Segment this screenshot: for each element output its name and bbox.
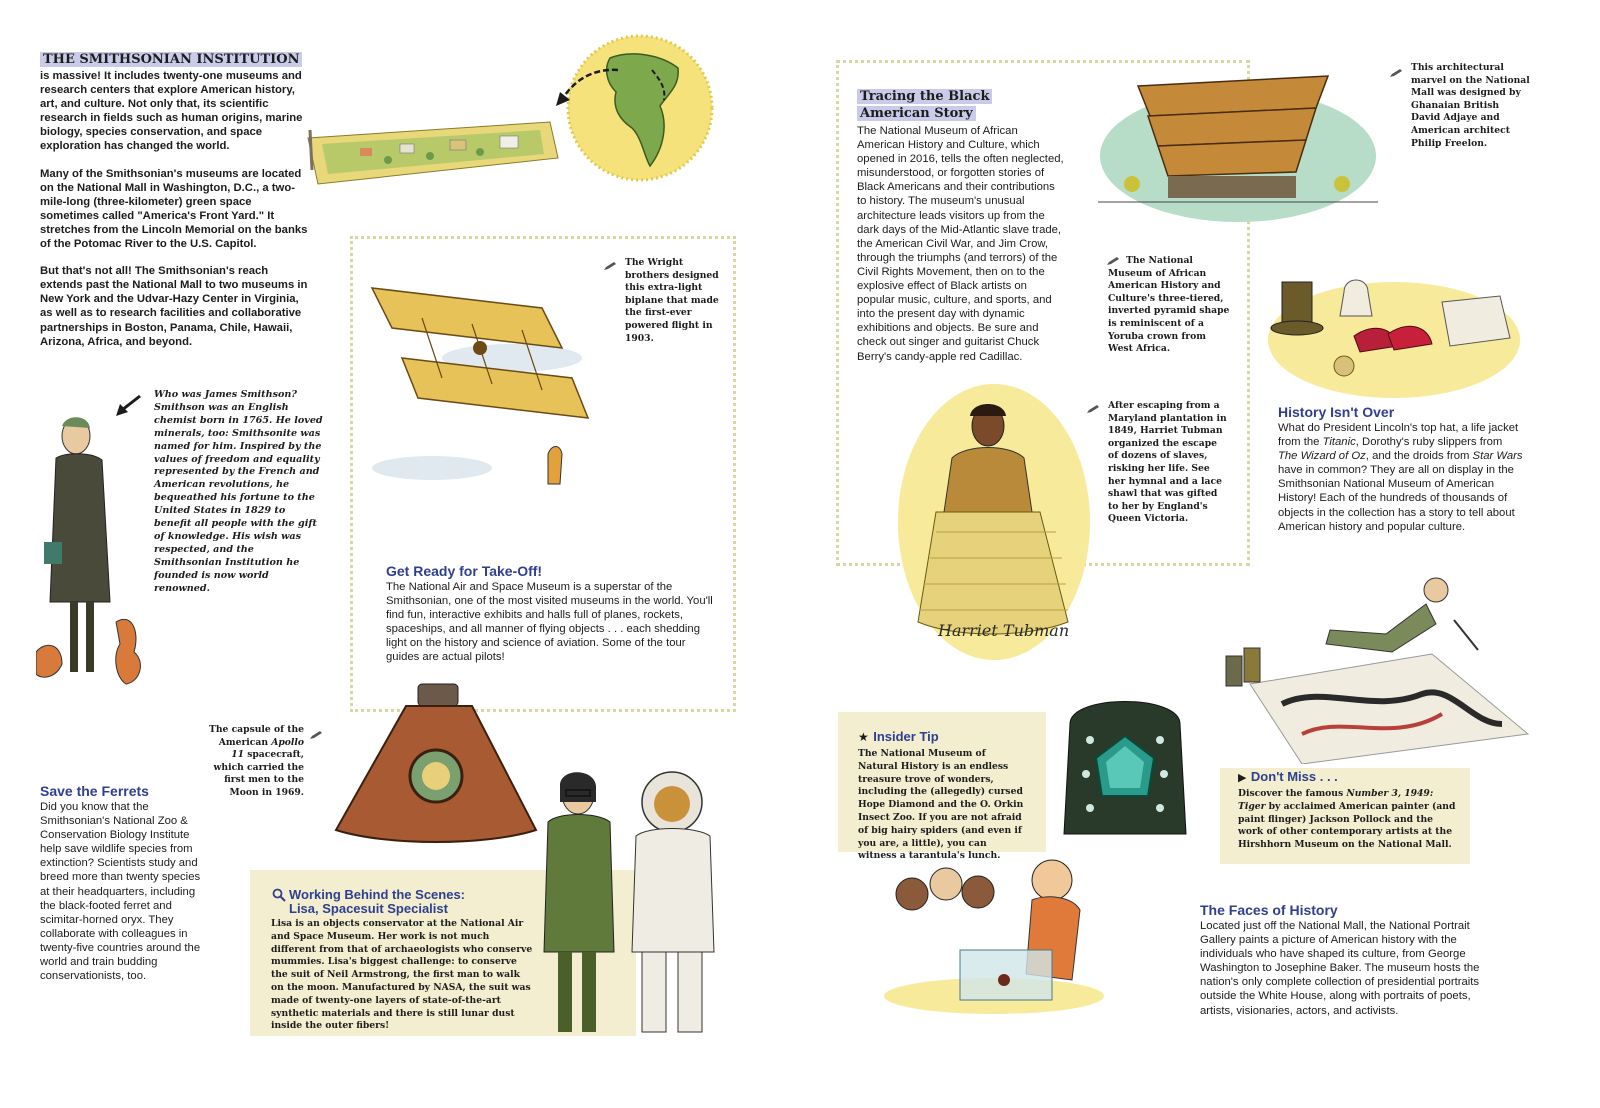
national-mall-illustration — [300, 100, 562, 188]
scenes-heading-1: Working Behind the Scenes: — [289, 887, 466, 902]
black-history-heading-1: Tracing the Black — [857, 89, 992, 104]
pyramid-caption: The National Museum of African American History and Culture's three-tiered, inverted pyramid shape is reminiscent of a Yoruba crown from West Africa. — [1108, 255, 1230, 355]
star-icon: ★ — [858, 730, 869, 744]
ferrets-text: Did you know that the Smithsonian's National Zoo & Conservation Biology Institute help save wildlife species from extinction? Scientists study and breed more than twenty species at their headquarters, including the black-footed ferret and scimitar-horned oryx. They collaborate with colleagues in twenty-five countries around the world and train budding conservationists, too. — [40, 801, 201, 983]
hope-diamond-illustration — [1050, 684, 1200, 844]
dontmiss-heading: Don't Miss . . . — [1250, 769, 1338, 784]
wright-biplane-illustration — [362, 248, 602, 508]
smithson-text: Who was James Smithson? Smithson was an English chemist born in 1765. He loved minerals, too: Smithsonite was named for him. Inspired by the values of freedom and equality represented by the French and American revolutions, he bequeathed his fortune to the United States in 1829 to benefit all people with the gift of knowledge. His wish was respected, and the Smithsonian Institution he founded is now world renowned. — [154, 389, 323, 594]
pyramid-caption-block — [1108, 255, 1232, 356]
lisa-and-spacesuit-illustration — [538, 762, 728, 1042]
smithson-note — [154, 389, 324, 596]
play-arrow-icon: ▶ — [1238, 772, 1247, 784]
arrow-icon — [552, 62, 622, 112]
american-history-objects-illustration — [1264, 262, 1524, 402]
pollock-painter-illustration — [1222, 564, 1532, 764]
tubman-caption: After escaping from a Maryland plantation in 1849, Harriet Tubman organized the escape of dozens of slaves, risking her life. See her hymnal and a lace shawl that was gifted to her by England's Queen Victoria. — [1108, 400, 1227, 525]
black-history-heading-2: American Story — [857, 106, 976, 121]
pencil-icon — [309, 730, 323, 740]
architect-caption-block — [1411, 62, 1531, 150]
james-smithson-illustration — [36, 412, 166, 702]
tubman-signature: Harriet Tubman — [938, 621, 1070, 640]
smithsonian-title: THE SMITHSONIAN INSTITUTION — [40, 52, 302, 67]
scenes-text: Lisa is an objects conservator at the National Air and Space Museum. Her work is not much different from that of archaeologists who conserve mummies. Lisa's biggest challenge: to conserve the suit of Neil Armstrong, the first man to walk on the moon. Manufactured by NASA, the suit was made of twenty-one layers of state-of-the-art synthetic materials and there is still lunar dust inside the outer fibers! — [271, 918, 533, 1032]
takeoff-heading: Get Ready for Take-Off! — [386, 563, 543, 579]
architect-caption: This architectural marvel on the National Mall was designed by Ghanaian British David Adjaye and American architect Philip Freelon. — [1411, 62, 1530, 149]
harriet-tubman-illustration — [896, 382, 1092, 662]
smithsonian-p2: Many of the Smithsonian's museums are located on the National Mall in Washington, D.C., a two-mile-long (three-kilometer) green space sometimes called "America's Front Yard." It stretches from the Lincoln Memorial on the banks of the Potomac River to the U.S. Capitol. — [40, 167, 308, 251]
ferrets-heading: Save the Ferrets — [40, 783, 149, 799]
smithsonian-p1: is massive! It includes twenty-one museums and research centers that explore American history, art, and culture. Not only that, its scientific research in fields such as human origins, marine biology, species conservation, and space exploration has changed the world. — [40, 70, 303, 153]
scenes-section — [271, 888, 533, 1033]
takeoff-section — [386, 563, 716, 665]
smithsonian-intro — [40, 52, 308, 349]
pencil-icon — [1389, 68, 1403, 78]
faces-text: Located just off the National Mall, the National Portrait Gallery paints a picture of American history with the individuals who have shaped its culture, from George Washington to Josephine Baker. The museum hosts the nation's only complete collection of presidential portraits outside the White House, along with portraits of poets, artists, visionaries, actors, and activists. — [1200, 920, 1480, 1017]
insider-heading: Insider Tip — [873, 729, 939, 744]
takeoff-text: The National Air and Space Museum is a superstar of the Smithsonian, one of the most visited museums in the world. You'll find fun, interactive exhibits and halls full of planes, rockets, spaceships, and all manner of flying objects . . . each shedding light on the history and science of aviation. Some of the tour guides are actual pilots! — [386, 581, 713, 664]
history-text: What do President Lincoln's top hat, a life jacket from the Titanic, Dorothy's ruby slippers from The Wizard of Oz, and the droids from Star Wars have in common? They are all on display in the Smithsonian National Museum of American History! Each of the hundreds of thousands of objects in the collection has a story to tell about American history and popular culture. — [1278, 422, 1523, 533]
dontmiss-text: Discover the famous Number 3, 1949: Tiger by acclaimed American painter (and paint flinger) Jackson Pollock and the work of other contemporary artists at the Hirshhorn Museum on the National Mall. — [1238, 788, 1456, 851]
apollo-capsule-illustration — [326, 680, 546, 850]
insider-text: The National Museum of Natural History is an endless treasure trove of wonders, including the (allegedly) cursed Hope Diamond and the O. Orkin Insect Zoo. If you are not afraid of big hairy spiders (and even if you are, a little), you can witness a tarantula's lunch. — [858, 748, 1024, 862]
dontmiss-section — [1238, 768, 1456, 852]
pencil-icon — [603, 261, 617, 271]
pencil-icon — [1086, 404, 1100, 414]
apollo-caption-block — [206, 724, 304, 800]
scenes-heading-2: Lisa, Spacesuit Specialist — [289, 901, 448, 916]
insider-section — [858, 728, 1028, 863]
black-history-section — [857, 88, 1065, 364]
wright-caption-block — [625, 257, 721, 345]
tubman-caption-block — [1108, 400, 1228, 526]
kids-tarantula-illustration — [876, 850, 1112, 1016]
nmaahc-building-illustration — [1098, 56, 1378, 226]
ferrets-section — [40, 783, 202, 983]
history-heading: History Isn't Over — [1278, 404, 1395, 420]
black-history-text: The National Museum of African American History and Culture, which opened in 2016, tells the often neglected, misunderstood, or forgotten stories of Black Americans and their contributions to history. The museum's unusual architecture leads visitors up from the dark days of the Mid-Atlantic slave trade, the American Civil War, and Jim Crow, through the triumphs (and terrors) of the Civil Rights Movement, then on to the explosive effect of Black artists on popular music, culture, and sports, and into the present day with dynamic exhibitions and objects. Be sure and check out singer and guitarist Chuck Berry's candy-apple red Cadillac. — [857, 125, 1064, 363]
wright-caption: The Wright brothers designed this extra-light biplane that made the first-ever powered flight in 1903. — [625, 257, 719, 344]
smithsonian-p3: But that's not all! The Smithsonian's reach extends past the National Mall to two museums in New York and the Udvar-Hazy Center in Virginia, as well as to research facilities and collaborative partnerships in Boston, Panama, Chile, Hawaii, Arizona, Africa, and beyond. — [40, 265, 308, 348]
apollo-caption: The capsule of the American Apollo 11 spacecraft, which carried the first men to the Moon in 1969. — [209, 724, 304, 798]
faces-section — [1200, 902, 1500, 1018]
faces-heading: The Faces of History — [1200, 902, 1338, 918]
history-section — [1278, 404, 1524, 534]
